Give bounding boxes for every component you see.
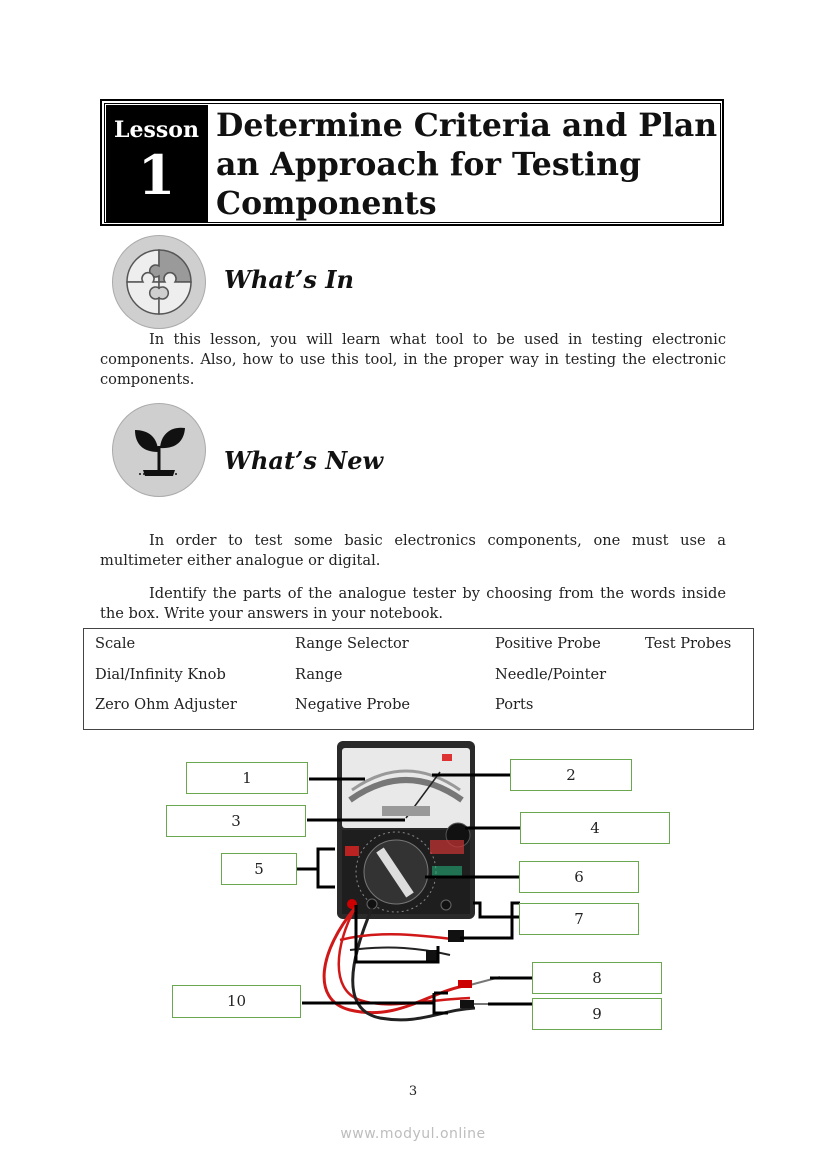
word-choice: Test Probes	[645, 635, 732, 652]
word-choice: Positive Probe	[495, 635, 601, 652]
diagram-label-6: 6	[519, 861, 639, 893]
watermark: www.modyul.online	[340, 1126, 486, 1142]
page-number: 3	[408, 1084, 418, 1099]
word-choice: Dial/Infinity Knob	[95, 666, 226, 683]
whats-new-paragraph-2: Identify the parts of the analogue tester by choosing from the words inside the box. Write your answers in your notebook.	[100, 585, 726, 622]
lesson-number: 1	[137, 143, 176, 207]
word-choice: Scale	[95, 635, 136, 652]
word-choice: Needle/Pointer	[495, 666, 607, 683]
diagram-label-4: 4	[520, 812, 670, 844]
word-choice: Negative Probe	[295, 696, 411, 713]
diagram-label-10: 10	[172, 985, 301, 1018]
diagram-label-3: 3	[166, 805, 306, 837]
whats-in-paragraph: In this lesson, you will learn what tool to be used in testing electronic components. Also, how to use this tool, in the proper way in testing the electronic components.	[100, 331, 726, 388]
word-choice: Zero Ohm Adjuster	[95, 696, 237, 713]
lesson-divider	[207, 105, 212, 222]
lesson-label: Lesson	[114, 117, 199, 143]
whats-new-paragraph-1: In order to test some basic electronics components, one must use a multimeter either analogue or digital.	[100, 532, 726, 569]
word-choice: Range Selector	[295, 635, 409, 652]
word-choices-box	[83, 628, 754, 730]
lesson-tag	[106, 105, 207, 222]
analogue-multimeter-illustration	[0, 735, 826, 1045]
diagram-label-9: 9	[532, 998, 662, 1030]
whats-new-heading: What’s New	[224, 446, 384, 475]
diagram-label-7: 7	[519, 903, 639, 935]
word-choice: Range	[295, 666, 343, 683]
word-choice: Ports	[495, 696, 534, 713]
diagram-label-5: 5	[221, 853, 297, 885]
puzzle-icon	[112, 235, 206, 329]
lesson-title: Determine Criteria and Plan an Approach for Testing Components	[216, 107, 718, 222]
diagram-label-2: 2	[510, 759, 632, 791]
diagram-label-8: 8	[532, 962, 662, 994]
plant-sprout-icon	[112, 403, 206, 497]
whats-in-heading: What’s In	[224, 265, 354, 294]
diagram-label-1: 1	[186, 762, 308, 794]
